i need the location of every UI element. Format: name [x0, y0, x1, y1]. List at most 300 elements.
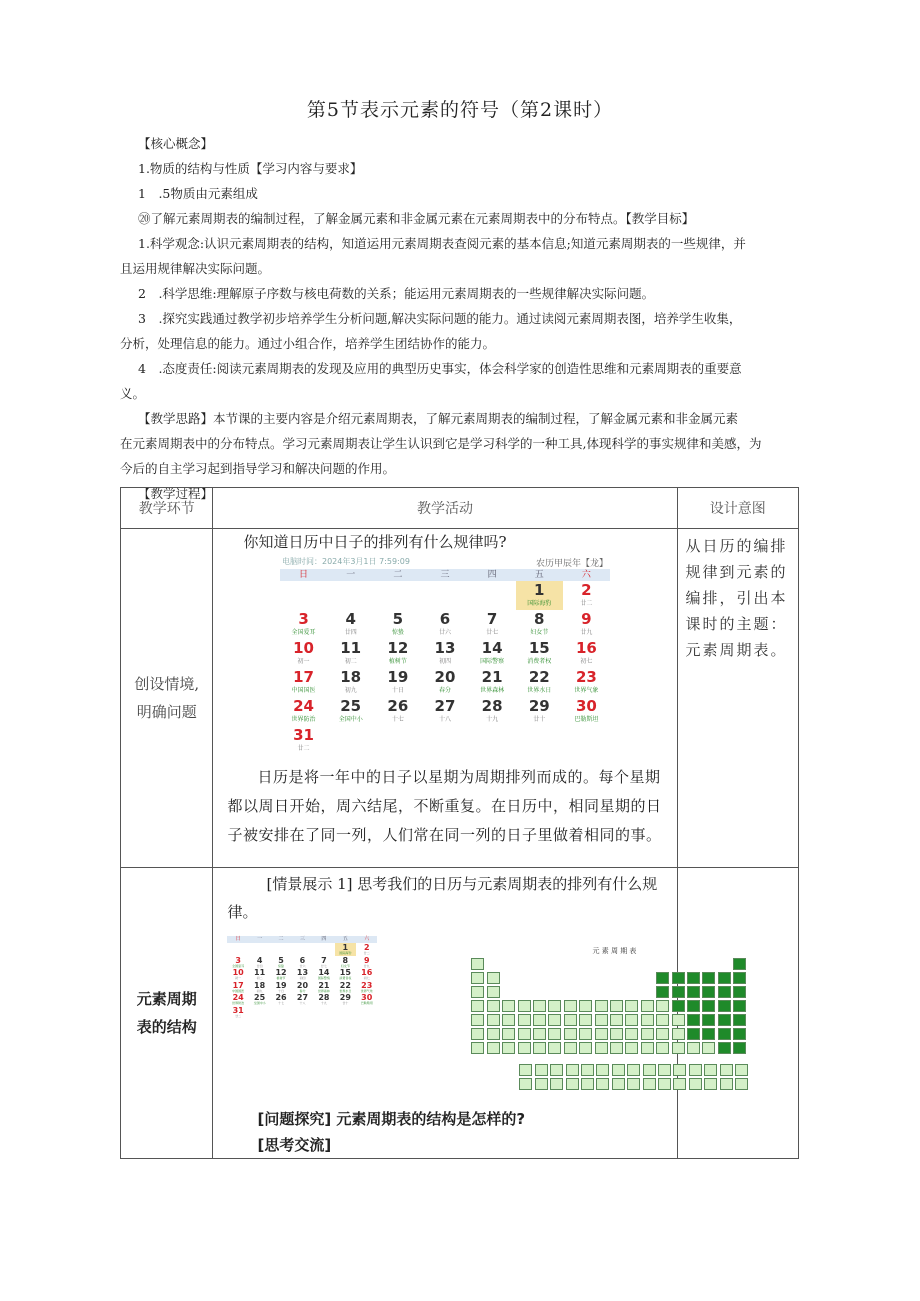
day-number: 25 [254, 993, 266, 1002]
calendar-explanation: 日历是将一年中的日子以星期为周期排列而成的。每个星期都以周日开始，周六结尾，不断重复。在日历中，相同星期的日子被安排在了同一列，人们常在同一列的日子里做着相同的事。 [227, 768, 662, 844]
core-concept-heading: 【核心概念】 [138, 136, 214, 151]
periodic-table-series-cell [673, 1078, 686, 1090]
periodic-table-cell [625, 1042, 638, 1054]
day-number: 31 [232, 1005, 244, 1015]
scene-display-text: [情景展示 1] 思考我们的日历与元素周期表的排列有什么规律。 [227, 875, 658, 921]
periodic-table-series-cell [596, 1064, 609, 1076]
weekday-label: 五 [342, 936, 348, 942]
day-subtext: 世界气象 [574, 687, 599, 694]
intro-line-2: 1 .5物质由元素组成 [138, 186, 258, 201]
periodic-table-cell [610, 1014, 623, 1026]
periodic-table-cell [656, 972, 669, 984]
day-subtext: 十日 [391, 687, 404, 694]
calendar-question: 你知道日历中日子的排列有什么规律吗? [243, 533, 507, 551]
periodic-table-series-cell [627, 1064, 640, 1076]
day-number: 10 [293, 639, 314, 657]
day-subtext: 十八 [438, 716, 451, 723]
day-subtext: 妇女节 [340, 963, 350, 968]
calendar-day [327, 639, 374, 668]
day-subtext: 廿六 [299, 963, 306, 968]
day-number: 19 [275, 980, 287, 990]
day-subtext: 廿二 [580, 600, 593, 607]
weekday-label: 一 [346, 570, 356, 580]
calendar-day [335, 943, 356, 956]
periodic-table-cell [471, 958, 484, 970]
calendar-day [563, 610, 610, 639]
periodic-table-series-cell [689, 1078, 702, 1090]
day-number: 26 [275, 993, 287, 1002]
lesson-table [120, 487, 799, 1159]
calendar-day [516, 581, 563, 610]
day-number: 24 [232, 993, 244, 1002]
calendar-day [563, 697, 610, 726]
objective-3a: 3 .探究实践通过教学初步培养学生分析问题,解决实际问题的能力。通过读阅元素周期表图，培养学生收集， [138, 311, 742, 326]
day-subtext: 国际警察 [480, 658, 505, 665]
periodic-table-cell [487, 986, 500, 998]
periodic-table-cell [733, 958, 746, 970]
day-number: 20 [434, 668, 456, 686]
day-subtext: 廿七 [320, 963, 327, 968]
calendar-time: 电脑时间：2024年3月1日 7:59:09 [281, 557, 410, 566]
day-subtext: 廿九 [363, 963, 370, 968]
calendar-day [227, 956, 248, 969]
calendar-day [280, 697, 327, 726]
periodic-table-series-cell [735, 1064, 748, 1076]
periodic-table-series-cell [612, 1064, 625, 1076]
day-subtext: 世界防治 [232, 1001, 245, 1005]
day-subtext: 廿七 [486, 629, 499, 636]
periodic-table-image [471, 946, 757, 1116]
periodic-table-cell [487, 1014, 500, 1026]
day-number: 28 [318, 993, 330, 1002]
calendar-header [280, 556, 610, 569]
periodic-table-cell [641, 1014, 654, 1026]
day-number: 6 [439, 610, 451, 628]
periodic-table-cell [656, 1042, 669, 1054]
day-subtext: 初二 [344, 658, 357, 665]
periodic-table-cell [579, 1014, 592, 1026]
periodic-table-cell [672, 1014, 685, 1026]
calendar-day [292, 968, 313, 981]
periodic-table-cell [702, 986, 715, 998]
periodic-table-cell [564, 1028, 577, 1040]
calendar-day [469, 639, 516, 668]
periodic-table-series-cell [720, 1064, 733, 1076]
periodic-table-cell [595, 1014, 608, 1026]
periodic-table-series-cell [535, 1064, 548, 1076]
periodic-table-series-cell [519, 1078, 532, 1090]
stage-1-line-b: 明确问题 [136, 703, 197, 721]
calendar-day [563, 639, 610, 668]
periodic-table-series-cell [658, 1078, 671, 1090]
calendar-day [280, 639, 327, 668]
discussion-label: [思考交流] [257, 1136, 332, 1154]
periodic-table-cell [687, 1042, 700, 1054]
day-number: 31 [293, 726, 314, 744]
weekday-label: 四 [321, 936, 327, 942]
periodic-table-cell [625, 1014, 638, 1026]
day-subtext: 全国爱耳 [232, 963, 245, 968]
calendar-day [292, 981, 313, 994]
periodic-table-cell [687, 1028, 700, 1040]
activity-cell-2 [213, 868, 677, 1159]
periodic-table-cell [471, 1042, 484, 1054]
day-number: 4 [345, 610, 356, 628]
day-subtext: 十日 [278, 988, 285, 993]
calendar-empty-cell [374, 581, 421, 610]
calendar-day [313, 956, 334, 969]
day-number: 16 [361, 968, 373, 977]
calendar-day [270, 968, 291, 981]
day-number: 27 [296, 993, 309, 1002]
periodic-table-cell [548, 1028, 561, 1040]
weekday-label: 六 [581, 570, 591, 580]
day-number: 15 [339, 968, 351, 977]
periodic-table-cell [718, 1014, 731, 1026]
day-number: 3 [298, 610, 309, 628]
periodic-table-cell [718, 972, 731, 984]
periodic-table-series-cell [581, 1064, 594, 1076]
calendar-day [469, 610, 516, 639]
calendar-empty-cell [280, 581, 327, 610]
day-subtext: 世界气象 [360, 988, 373, 993]
day-subtext: 廿四 [344, 629, 357, 636]
periodic-table-series-cell [704, 1078, 717, 1090]
day-subtext: 廿十 [342, 1001, 349, 1005]
day-number: 13 [296, 968, 309, 977]
periodic-table-cell [702, 972, 715, 984]
calendar-day [227, 968, 248, 981]
comparison-figure [213, 926, 676, 1106]
periodic-table-series-cell [673, 1064, 686, 1076]
periodic-table-cell [610, 1000, 623, 1012]
calendar-day [374, 697, 421, 726]
calendar-day [469, 697, 516, 726]
calendar-day [469, 668, 516, 697]
day-number: 22 [339, 980, 351, 990]
calendar-day [421, 697, 468, 726]
periodic-table-cell [502, 1000, 515, 1012]
periodic-table-cell [733, 1028, 746, 1040]
day-subtext: 廿二 [297, 745, 310, 752]
calendar-day [356, 981, 377, 994]
day-number: 1 [534, 581, 545, 599]
day-number: 5 [278, 955, 284, 965]
calendar-day [313, 981, 334, 994]
periodic-table-cell [718, 1028, 731, 1040]
periodic-table-cell [610, 1042, 623, 1054]
intro-core-concept [120, 131, 800, 506]
periodic-table-series-cell [519, 1064, 532, 1076]
calendar-day [335, 993, 356, 1006]
periodic-table-cell [656, 1014, 669, 1026]
calendar-day [327, 610, 374, 639]
calendar-day [249, 993, 270, 1006]
periodic-table-cell [518, 1000, 531, 1012]
stage-1-line-a: 创设情境, [134, 675, 200, 693]
day-number: 8 [534, 610, 545, 628]
day-subtext: 中国国医 [291, 687, 316, 694]
day-number: 30 [575, 697, 597, 715]
day-subtext: 巴勒斯坦 [360, 1001, 373, 1005]
day-number: 7 [486, 610, 498, 628]
periodic-table-cell [548, 1042, 561, 1054]
header-stage: 教学环节 [121, 488, 213, 529]
header-intent: 设计意图 [677, 488, 799, 529]
calendar-day [335, 968, 356, 981]
weekday-label: 日 [299, 570, 309, 580]
day-number: 23 [575, 668, 597, 686]
weekday-bar [280, 569, 610, 581]
periodic-table-cell [641, 1028, 654, 1040]
day-number: 11 [340, 639, 362, 657]
periodic-table-cell [518, 1028, 531, 1040]
day-number: 27 [434, 697, 456, 715]
periodic-table-cell [672, 986, 685, 998]
day-subtext: 惊蛰 [391, 629, 404, 636]
periodic-table-cell [595, 1042, 608, 1054]
calendar-day [280, 610, 327, 639]
weekday-label: 四 [487, 570, 497, 580]
calendar-empty-cell [469, 581, 516, 610]
periodic-table-cell [641, 1000, 654, 1012]
periodic-table-cell [641, 1042, 654, 1054]
periodic-table-cell [702, 1000, 715, 1012]
periodic-table-cell [564, 1014, 577, 1026]
page-title: 第5节表示元素的符号（第2课时） [306, 99, 614, 121]
periodic-table-cell [502, 1028, 515, 1040]
periodic-table-cell [687, 1000, 700, 1012]
teaching-idea-b: 在元素周期表中的分布特点。学习元素周期表让学生认识到它是学习科学的一种工具,体现科学的事实规律和美感，为 [120, 436, 762, 451]
calendar-day [249, 956, 270, 969]
calendar-day [516, 697, 563, 726]
calendar-day [227, 981, 248, 994]
day-subtext: 廿十 [533, 716, 546, 723]
calendar-day [356, 943, 377, 956]
objective-3b: 分析，处理信息的能力。通过小组合作，培养学生团结协作的能力。 [120, 336, 496, 351]
day-number: 21 [318, 980, 330, 990]
day-subtext: 十八 [299, 1001, 306, 1005]
mini-weekday-bar [227, 936, 377, 943]
mini-calendar-grid [227, 943, 377, 1018]
day-subtext: 初九 [344, 687, 357, 694]
calendar-day [516, 668, 563, 697]
day-number: 22 [528, 668, 550, 686]
calendar-day [516, 639, 563, 668]
day-number: 28 [481, 697, 503, 715]
calendar-day [270, 956, 291, 969]
day-number: 17 [293, 668, 314, 686]
periodic-table-series-cell [566, 1064, 579, 1076]
day-subtext: 十九 [486, 716, 499, 723]
periodic-table-cell [487, 1042, 500, 1054]
header-activity: 教学活动 [213, 488, 677, 529]
weekday-label: 二 [393, 570, 403, 580]
stage-cell-2 [121, 868, 213, 1159]
day-subtext: 初七 [363, 976, 370, 980]
day-subtext: 消费者权 [339, 976, 352, 980]
calendar-day [227, 993, 248, 1006]
weekday-label: 日 [235, 936, 241, 942]
calendar-day [227, 1006, 248, 1019]
calendar-empty-cell [249, 943, 270, 956]
periodic-table-cell [672, 1028, 685, 1040]
calendar-day [356, 993, 377, 1006]
day-number: 8 [342, 955, 349, 965]
discussion-row [213, 1132, 676, 1158]
calendar-day [270, 993, 291, 1006]
day-subtext: 全国爱耳 [291, 629, 316, 636]
day-number: 2 [581, 581, 592, 599]
day-subtext: 全国中小 [338, 716, 363, 723]
activity-cell-1 [213, 529, 677, 868]
periodic-table-cell [548, 1000, 561, 1012]
periodic-table-cell [595, 1028, 608, 1040]
day-subtext: 世界防治 [291, 716, 316, 723]
periodic-table-cell [471, 972, 484, 984]
periodic-table-cell [702, 1014, 715, 1026]
teaching-idea-a: 【教学思路】本节课的主要内容是介绍元素周期表，了解元素周期表的编制过程，了解金属元素和非金属元素 [138, 411, 739, 426]
day-subtext: 中国国医 [232, 988, 245, 993]
day-number: 20 [296, 980, 309, 990]
weekday-label: 三 [440, 570, 450, 580]
periodic-table-series-cell [550, 1064, 563, 1076]
periodic-table-cell [718, 1042, 731, 1054]
periodic-table-cell [548, 1014, 561, 1026]
objective-1a: 1.科学观念:认识元素周期表的结构，知道运用元素周期表查阅元素的基本信息;知道元素周期表的一些规律，并 [138, 236, 746, 251]
periodic-table-series-cell [581, 1078, 594, 1090]
periodic-table-series-cell [643, 1064, 656, 1076]
day-number: 25 [340, 697, 362, 715]
periodic-table-cell [656, 986, 669, 998]
calendar-figure [280, 556, 610, 755]
calendar-day [280, 726, 327, 755]
day-number: 5 [392, 610, 404, 628]
calendar-empty-cell [327, 581, 374, 610]
day-number: 12 [387, 639, 409, 657]
periodic-table-cell [471, 1028, 484, 1040]
calendar-day [313, 968, 334, 981]
periodic-table-cell [733, 1000, 746, 1012]
calendar-empty-cell [270, 943, 291, 956]
calendar-empty-cell [313, 943, 334, 956]
calendar-day [327, 697, 374, 726]
day-number: 13 [434, 639, 456, 657]
periodic-table-cell [625, 1028, 638, 1040]
day-number: 15 [528, 639, 550, 657]
day-number: 30 [361, 993, 373, 1002]
day-number: 9 [363, 955, 370, 965]
weekday-label: 二 [278, 936, 284, 942]
teaching-idea-c: 今后的自主学习起到指导学习和解决问题的作用。 [120, 461, 396, 476]
day-subtext: 全国中小 [253, 1001, 266, 1005]
day-number: 18 [340, 668, 362, 686]
periodic-table-cell [579, 1000, 592, 1012]
day-subtext: 世界水日 [527, 687, 552, 694]
day-number: 29 [528, 697, 550, 715]
day-subtext: 十九 [320, 1001, 327, 1005]
day-subtext: 春分 [438, 687, 451, 694]
day-number: 1 [342, 943, 349, 952]
day-subtext: 初四 [438, 658, 451, 665]
day-number: 4 [256, 955, 263, 965]
periodic-table-series-cell [596, 1078, 609, 1090]
periodic-table-cell [733, 1042, 746, 1054]
periodic-table-cell [579, 1028, 592, 1040]
day-subtext: 世界森林 [480, 687, 505, 694]
day-number: 26 [387, 697, 409, 715]
periodic-table-cell [733, 986, 746, 998]
objective-4a: 4 .态度责任:阅读元素周期表的发现及应用的典型历史事实，体会科学家的创造性思维和元素周期表的重要意 [138, 361, 742, 376]
day-number: 24 [293, 697, 314, 715]
periodic-table-cell [471, 1014, 484, 1026]
calendar-day [270, 981, 291, 994]
calendar-empty-cell [421, 581, 468, 610]
periodic-table-cell [471, 986, 484, 998]
day-subtext: 廿二 [235, 1013, 242, 1018]
calendar-empty-cell [292, 943, 313, 956]
periodic-table-cell [533, 1028, 546, 1040]
day-subtext: 妇女节 [530, 629, 549, 636]
periodic-table-series-cell [720, 1078, 733, 1090]
day-subtext: 植树节 [388, 658, 407, 665]
periodic-table-cell [656, 1000, 669, 1012]
calendar-day [249, 968, 270, 981]
periodic-table-cell [502, 1014, 515, 1026]
calendar-day [374, 639, 421, 668]
periodic-table-cell [610, 1028, 623, 1040]
periodic-table-series-cell [566, 1078, 579, 1090]
periodic-table-cell [687, 986, 700, 998]
calendar-day [374, 610, 421, 639]
periodic-table-cell [702, 1042, 715, 1054]
periodic-table-cell [672, 972, 685, 984]
periodic-table-series-cell [735, 1078, 748, 1090]
periodic-table-cell [702, 1028, 715, 1040]
day-subtext: 初二 [256, 976, 263, 980]
objective-2: 2 .科学思维:理解原子序数与核电荷数的关系；能运用元素周期表的一些规律解决实际问题。 [138, 286, 655, 301]
periodic-table-cell [579, 1042, 592, 1054]
periodic-table-series-cell [627, 1078, 640, 1090]
calendar-day [292, 956, 313, 969]
periodic-table-cell [672, 1000, 685, 1012]
periodic-table-cell [733, 1014, 746, 1026]
periodic-table-cell [518, 1014, 531, 1026]
day-subtext: 初一 [297, 658, 310, 665]
day-subtext: 初七 [580, 658, 593, 665]
day-subtext: 初四 [299, 976, 306, 980]
periodic-table-cell [502, 1042, 515, 1054]
periodic-table-series-cell [612, 1078, 625, 1090]
day-subtext: 廿九 [580, 629, 593, 636]
intro-line-1: 1.物质的结构与性质【学习内容与要求】 [138, 161, 363, 176]
day-subtext: 廿六 [438, 629, 451, 636]
stage-2-line-b: 表的结构 [136, 1018, 197, 1036]
day-number: 9 [581, 610, 592, 628]
stage-2-line-a: 元素周期 [136, 990, 197, 1008]
calendar-empty-cell [227, 943, 248, 956]
day-subtext: 廿四 [256, 963, 263, 968]
periodic-table-cell [518, 1042, 531, 1054]
mini-calendar [227, 936, 377, 1018]
calendar-day [280, 668, 327, 697]
calendar-day [421, 610, 468, 639]
day-subtext: 国际警察 [317, 976, 330, 980]
calendar-day [563, 668, 610, 697]
periodic-table-cell [625, 1000, 638, 1012]
day-number: 16 [575, 639, 597, 657]
periodic-table-cell [487, 972, 500, 984]
